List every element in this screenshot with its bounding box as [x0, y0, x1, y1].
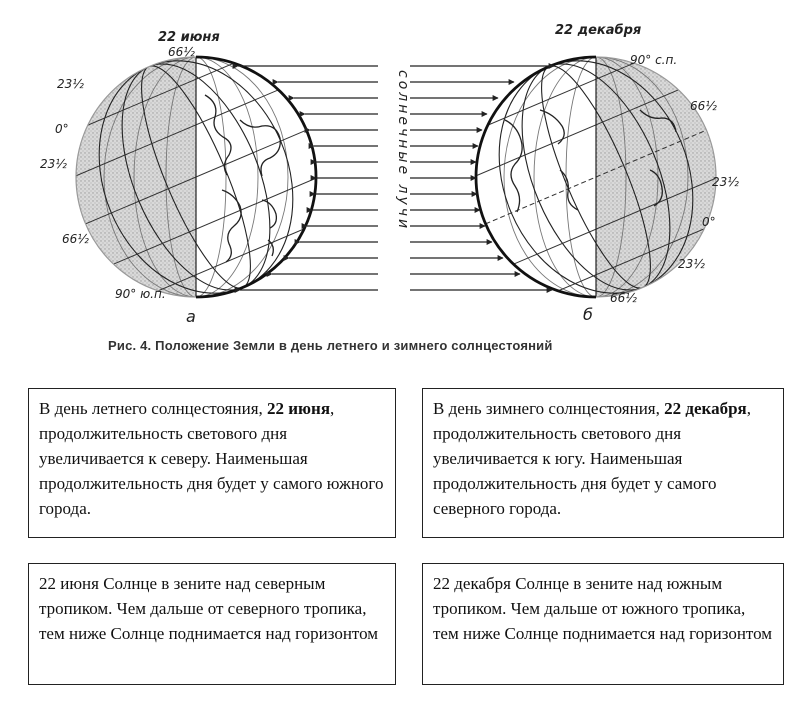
summer-solstice-daylength-box — [28, 388, 396, 538]
box-text: , продолжительность светового дня увеличивается к югу. Наименьшая продолжительность дня будет у самого северного города. — [433, 399, 751, 518]
summer-solstice-daylength-text — [39, 396, 385, 521]
left-globe — [36, 31, 355, 324]
summer-solstice-zenith-text: 22 июня Солнце в зените над северным тропиком. Чем дальше от северного тропика, тем ниже Солнце поднимается над горизонтом — [39, 574, 379, 643]
left-antarctic-label: 66½ — [62, 232, 89, 246]
right-pole-label: 90° с.п. — [630, 53, 678, 67]
box-text: , продолжительность светового дня увеличивается к северу. Наименьшая продолжительность дня будет у самого южного города. — [39, 399, 384, 518]
left-arctic-label: 66½ — [168, 45, 195, 59]
winter-solstice-zenith-text: 22 декабря Солнце в зените над южным тропиком. Чем дальше от южного тропика, тем ниже Солнце поднимается над горизонтом — [433, 574, 773, 643]
figure-caption: Рис. 4. Положение Земли в день летнего и зимнего солнцестояний — [108, 338, 553, 353]
left-tropic-n-label: 23½ — [57, 77, 84, 91]
box-bold-date: 22 июня — [267, 399, 331, 418]
box-text: В день летнего солнцестояния, — [39, 399, 268, 418]
left-tropic-s-label: 23½ — [40, 157, 67, 171]
right-globe — [436, 31, 755, 324]
summer-solstice-zenith-box — [28, 563, 396, 685]
right-globe-letter: б — [583, 305, 593, 324]
left-date-label: 22 июня — [158, 30, 220, 45]
box-bold-date: 22 декабря — [664, 399, 747, 418]
sun-rays-label: солнечные лучи — [395, 70, 411, 232]
right-equator-label: 0° — [702, 215, 716, 229]
right-tropic-n-label: 23½ — [712, 175, 739, 189]
winter-solstice-daylength-box — [422, 388, 784, 538]
left-pole-label: 90° ю.п. — [115, 287, 166, 301]
left-globe-letter: а — [186, 307, 196, 326]
winter-solstice-daylength-text — [433, 396, 773, 521]
right-tropic-s-label: 23½ — [678, 257, 705, 271]
right-date-label: 22 декабря — [555, 23, 642, 38]
left-equator-label: 0° — [55, 122, 69, 136]
winter-solstice-zenith-box — [422, 563, 784, 685]
box-text: В день зимнего солнцестояния, — [433, 399, 665, 418]
right-arctic-label: 66½ — [690, 99, 717, 113]
right-antarctic-label: 66½ — [610, 291, 637, 305]
